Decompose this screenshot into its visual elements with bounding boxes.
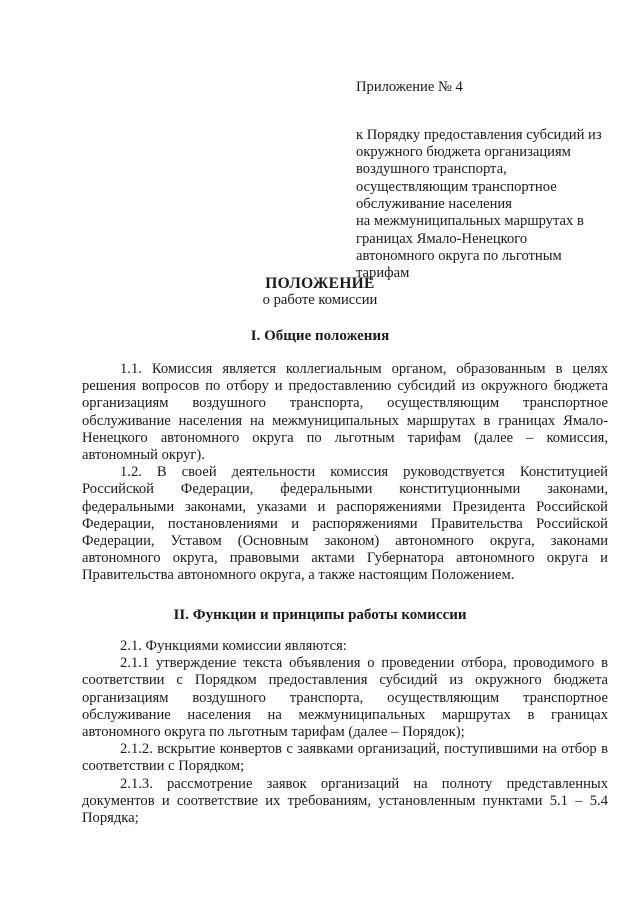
appendix-text: к Порядку предоставления субсидий из окружного бюджета организациям воздушного транспорта, осуществляющим транспортное обслуживание населения на межмуниципальных маршрутах в границах Ямало-Ненецкого автономного округа по льготным тарифам xyxy=(356,126,602,282)
section-2-body xyxy=(82,638,608,827)
section-2-heading: II. Функции и принципы работы комиссии xyxy=(173,607,467,623)
document-subtitle: о работе комиссии xyxy=(262,292,378,309)
paragraph-1-1: 1.1. Комиссия является коллегиальным органом, образованным в целях решения вопросов по отбору и предоставлению субсидий из окружного бюджета организациям воздушного транспорта, осуществляющим транспортное обслуживание населения на межмуниципальных маршрутах в границах Ямало-Ненецкого автономного округа по льготным тарифам (далее – комиссия, автономный округ). xyxy=(82,361,608,464)
paragraph-1-2: 1.2. В своей деятельности комиссия руководствуется Конституцией Российской Федерации, федеральными конституционными законами, федеральными законами, указами и распоряжениями Президента Российской Федерации, постановлениями и распоряжениями Правительства Российской Федерации, Уставом (Основным законом) автономного округа, законами автономного округа, правовыми актами Губернатора автономного округа и Правительства автономного округа, а также настоящим Положением. xyxy=(82,464,608,584)
appendix-number: Приложение № 4 xyxy=(356,79,463,96)
title-block xyxy=(0,275,640,309)
appendix-block xyxy=(356,62,618,283)
paragraph-2-1-1: 2.1.1 утверждение текста объявления о проведении отбора, проводимого в соответствии с Порядком предоставления субсидий из окружного бюджета организациям воздушного транспорта, осуществляющим транспортное обслуживание населения на межмуниципальных маршрутах в границах автономного округа по льготным тарифам (далее – Порядок); xyxy=(82,655,608,741)
paragraph-2-1: 2.1. Функциями комиссии являются: xyxy=(120,638,347,654)
section-1-heading: I. Общие положения xyxy=(250,328,390,344)
document-title: ПОЛОЖЕНИЕ xyxy=(265,275,375,292)
paragraph-2-1-3: 2.1.3. рассмотрение заявок организаций на полноту представленных документов и соответствие их требованиям, установленным пунктами 5.1 – 5.4 Порядка; xyxy=(82,775,608,827)
paragraph-2-1-2: 2.1.2. вскрытие конвертов с заявками организаций, поступившими на отбор в соответствии с Порядком; xyxy=(82,741,608,775)
section-1-body xyxy=(82,361,608,585)
